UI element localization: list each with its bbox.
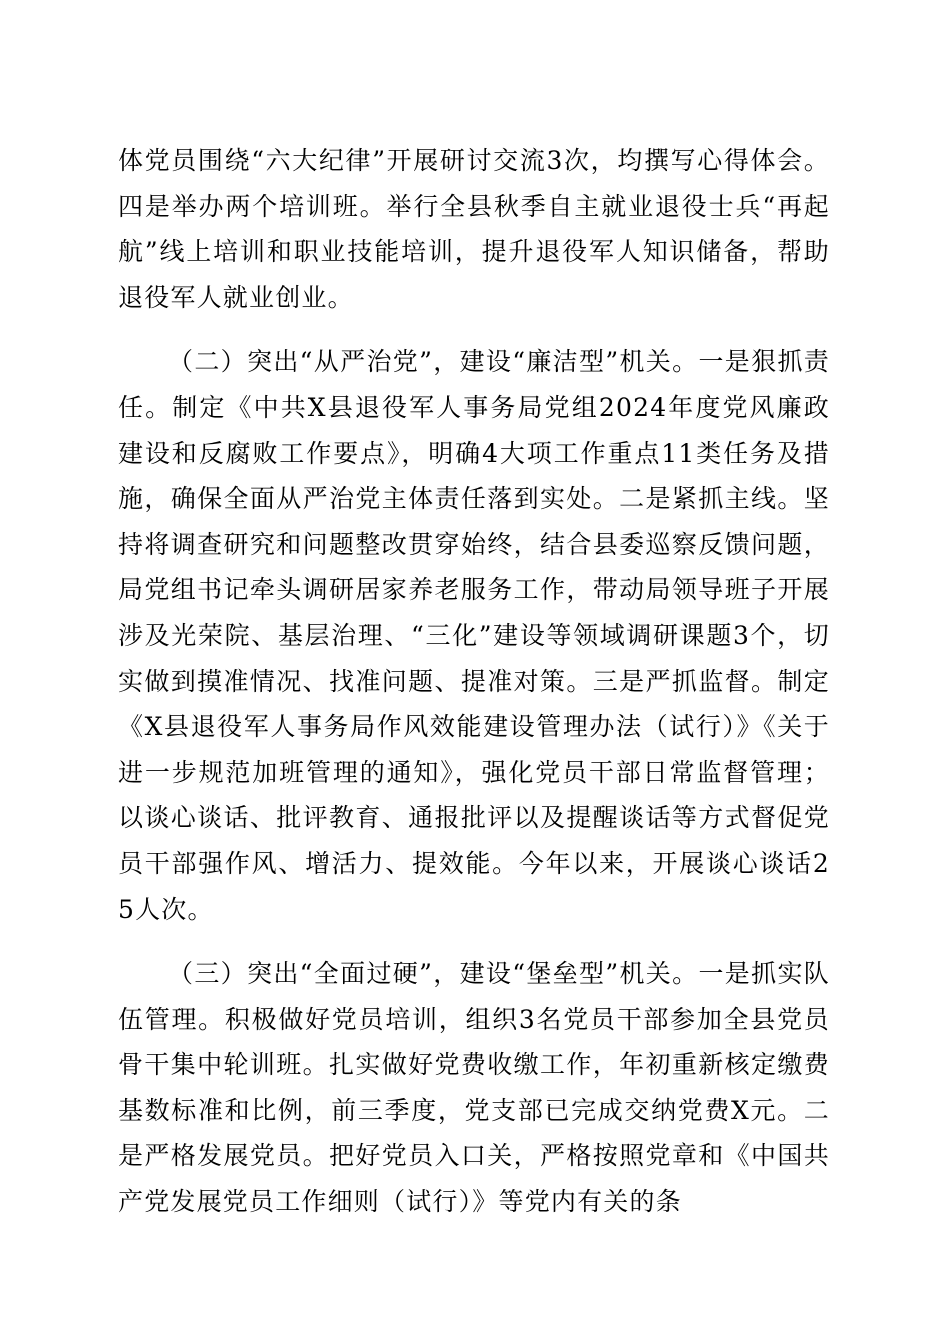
paragraph-section-two: （二）突出“从严治党”，建设“廉洁型”机关。一是狠抓责任。制定《中共X县退役军人事务局党组2024年度党风廉政建设和反腐败工作要点》，明确4大项工作重点11类任务及措施，确保全面从严治党主体责任落到实处。二是紧抓主线。坚持将调查研究和问题整改贯穿始终，结合县委巡察反馈问题，局党组书记牵头调研居家养老服务工作，带动局领导班子开展涉及光荣院、基层治理、“三化”建设等领域调研课题3个，切实做到摸准情况、找准问题、提准对策。三是严抓监督。制定《X县退役军人事务局作风效能建设管理办法（试行）》《关于进一步规范加班管理的通知》，强化党员干部日常监督管理；以谈心谈话、批评教育、通报批评以及提醒谈话等方式督促党员干部强作风、增活力、提效能。今年以来，开展谈心谈话25人次。 <box>118 347 830 924</box>
paragraph-continuation: 体党员围绕“六大纪律”开展研讨交流3次，均撰写心得体会。四是举办两个培训班。举行全县秋季自主就业退役士兵“再起航”线上培训和职业技能培训，提升退役军人知识储备，帮助退役军人就业创业。 <box>118 146 830 312</box>
paragraph-section-three: （三）突出“全面过硬”，建设“堡垒型”机关。一是抓实队伍管理。积极做好党员培训，组织3名党员干部参加全县党员骨干集中轮训班。扎实做好党费收缴工作，年初重新核定缴费基数标准和比例，前三季度，党支部已完成交纳党费X元。二是严格发展党员。把好党员入口关，严格按照党章和《中国共产党发展党员工作细则（试行）》等党内有关的条 <box>118 959 830 1217</box>
document-body <box>118 138 830 1244</box>
